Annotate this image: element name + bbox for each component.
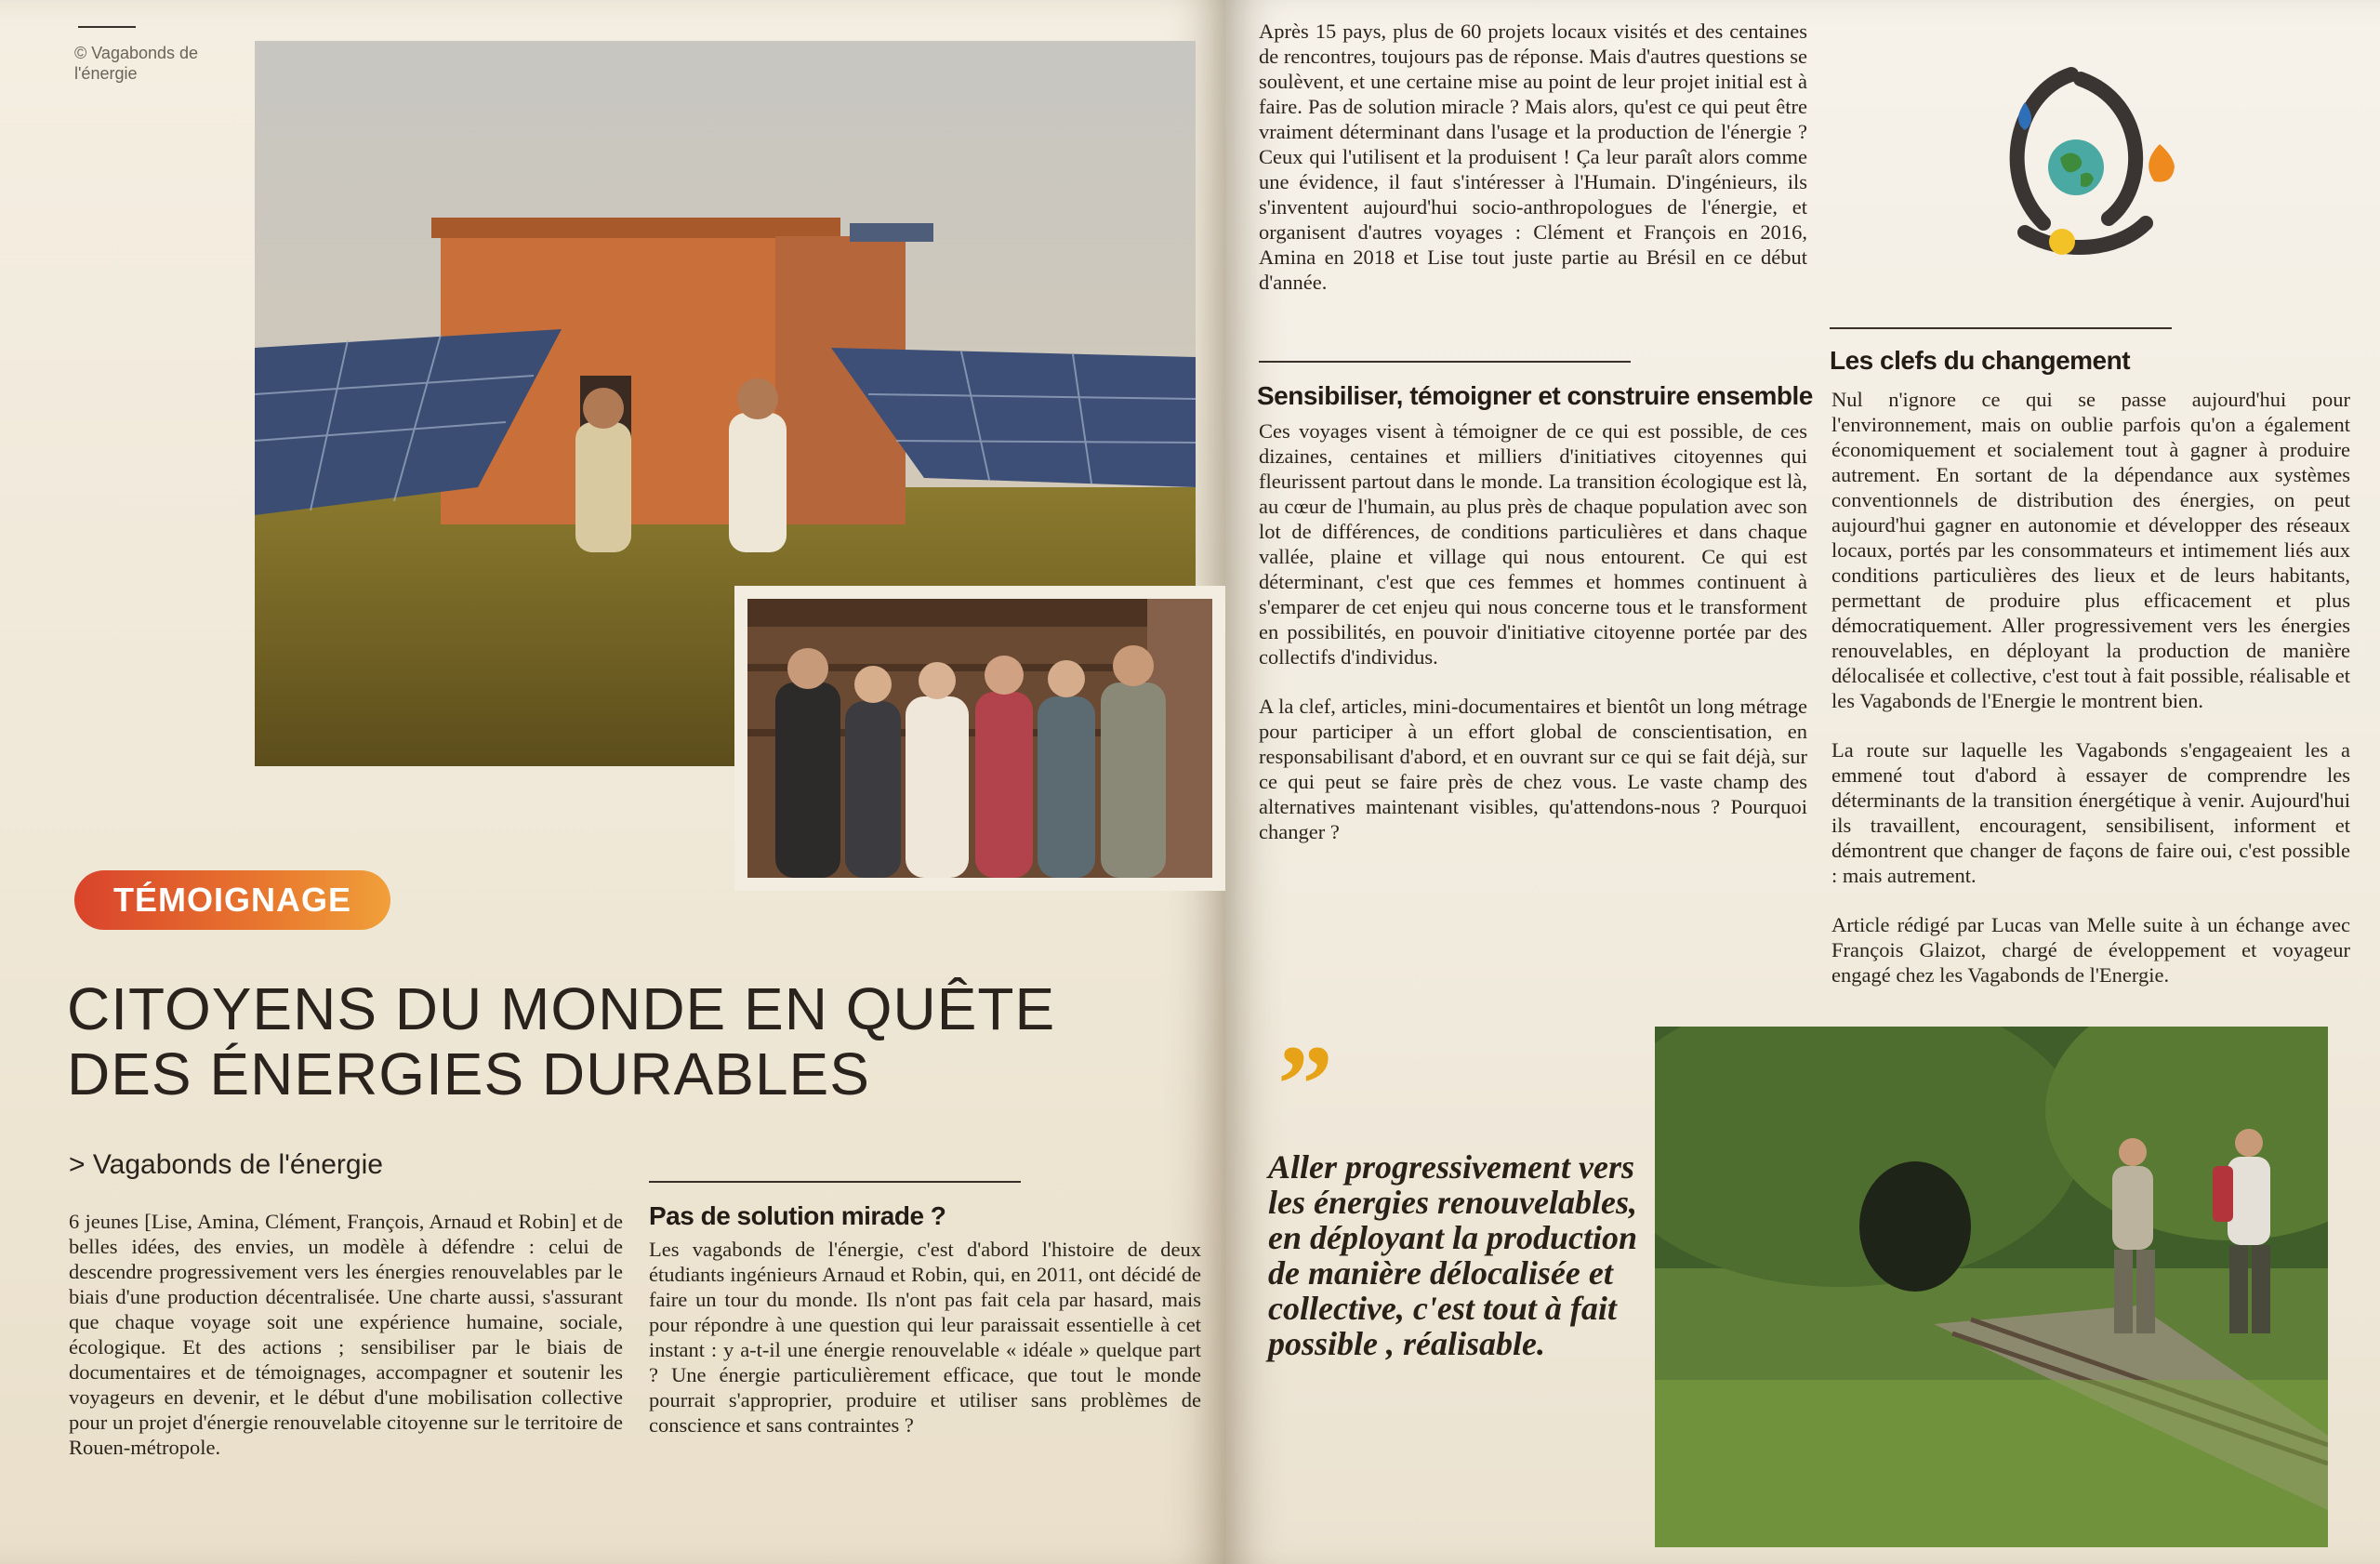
photo-credit: © Vagabonds de l'énergie: [74, 44, 199, 83]
railway-hikers-photo: [1655, 1027, 2328, 1547]
continuation-paragraph: Après 15 pays, plus de 60 projets locaux visités et des centaines de rencontres, toujours pas de réponse. Mais d'autres questions se soulèvent, et une certaine mise au point de leur projet initial est à faire. Pas de solution miracle ? Mais alors, qu'est ce qui peut être vraiment déterminant dans l'usage et la production de l'énergie ? Ceux qui l'utilisent et la produisent ! Ça leur paraît alors comme une évidence, il faut s'intéresser à l'Humain. D'ingénieurs, ils s'inventent aujourd'hui socio-anthropologues de l'énergie, et organisent d'autres voyages : Clément et François en 2016, Amina en 2018 et Lise tout juste partie au Brésil en ce début d'année.: [1259, 20, 1807, 294]
section3-text: [1831, 387, 2350, 1012]
team-group-photo: [734, 586, 1225, 891]
article-subtitle: > Vagabonds de l'énergie: [69, 1149, 383, 1180]
section3-rule: [1830, 327, 2172, 329]
section3-paragraph-2: La route sur laquelle les Vagabonds s'engageaient les a emmené tout d'abord à essayer de comprendre les déterminants de la transition énergétique à venir. Aujourd'hui ils travaillent, encouragent, sensibilisent, informent et démontrent que changer de façons de faire oui, c'est possible : mais autrement.: [1831, 738, 2350, 887]
temoignage-tag: TÉMOIGNAGE: [74, 870, 390, 930]
section3-credits: Article rédigé par Lucas van Melle suite à un échange avec François Glaizot, chargé de éveloppement et voyageur engagé chez les Vagabonds de l'Energie.: [1831, 913, 2350, 987]
section3-paragraph-1: Nul n'ignore ce qui se passe aujourd'hui pour l'environnement, mais on oublie parfois qu'on a également économiquement et socialement tout à gagner à produire autrement. En sortant de la dépendance aux systèmes conventionnels de distribution des énergies, on peut aujourd'hui gagner en autonomie et développer des réseaux locaux, portés par les consommateurs et intimement liés aux conditions particulières des lieux et de leurs habitants, permettant de produire plus efficacement et plus démocratiquement. Aller progressivement vers les énergies renouvelables, en déployant la production de manière délocalisée et collective, c'est tout à fait possible, réalisable et les Vagabonds de l'Energie le montrent bien.: [1831, 388, 2350, 712]
section3-heading: Les clefs du changement: [1830, 346, 2131, 375]
quote-mark-icon: ”: [1277, 1022, 1333, 1146]
section1-heading: Pas de solution mirade ?: [649, 1201, 946, 1230]
section1-text: Les vagabonds de l'énergie, c'est d'abord l'histoire de deux étudiants ingénieurs Arnaud et Robin, qui, en 2011, ont décidé de faire un tour du monde. Ils n'ont pas fait cela par hasard, mais pour répondre à une question qui leur paraissait essentielle à cet instant : y a-t-il une énergie renouvelable « idéale » quelque part ? Une énergie particulièrement efficace, que tout le monde pourrait s'approprier, produire et utiliser sans problèmes de conscience et sans contraintes ?: [649, 1238, 1201, 1437]
section2-paragraph-1: Ces voyages visent à témoigner de ce qui est possible, de ces dizaines, centaines et milliers d'initiatives citoyennes qui fleurissent partout dans le monde. La transition écologique est là, au cœur de l'humain, au plus près de chaque population avec son lot de différences, de conditions particulières et dans chaque vallée, plaine et village qui nous entourent. Ce qui est déterminant, c'est que ces femmes et hommes continuent à s'emparer de cet enjeu qui nous concerne tous et le transforment en possibilités, en pouvoir d'initiative citoyenne portée par des collectifs d'individus.: [1259, 419, 1807, 669]
section2-paragraph-2: A la clef, articles, mini-documentaires et bientôt un long métrage pour participer à un effort global de conscientisation, en responsabilisant d'abord, et en ouvrant sur ce qui se fait déjà, sur ce qui peut se faire près de chez vous. Le vaste champ des alternatives maintenant visibles, qu'attendons-nous ? Pourquoi changer ?: [1259, 695, 1807, 843]
intro-paragraph: 6 jeunes [Lise, Amina, Clément, François, Arnaud et Robin] et de belles idées, des envies, un modèle à défendre : celui de descendre progressivement vers les énergies renouvelables par le biais d'une production décentralisée. Une charte aussi, s'assurant que chaque voyage soit une expérience humaine, sociale, écologique. Et des actions ; sensibiliser par le biais de documentaires et de témoignages, accompagner et soutenir les voyageurs en devenir, et le début d'une mobilisation collective pour un projet d'énergie renouvelable citoyenne sur le territoire de Rouen-métropole.: [69, 1210, 623, 1459]
section2-text: [1259, 418, 1807, 868]
top-rule: [78, 26, 136, 28]
vagabonds-logo: [1960, 56, 2192, 270]
article-title: CITOYENS DU MONDE EN QUÊTE DES ÉNERGIES DURABLES: [67, 975, 1056, 1107]
pull-quote: Aller progressivement vers les énergies renouvelables, en déployant la production de manière délocalisée et collective, c'est tout à fait possible , réalisable.: [1268, 1148, 1638, 1362]
section2-rule: [1259, 361, 1631, 363]
section2-heading: Sensibiliser, témoigner et construire ensemble: [1257, 381, 1813, 410]
right-page: [1225, 0, 2380, 1564]
section1-rule: [649, 1181, 1021, 1183]
